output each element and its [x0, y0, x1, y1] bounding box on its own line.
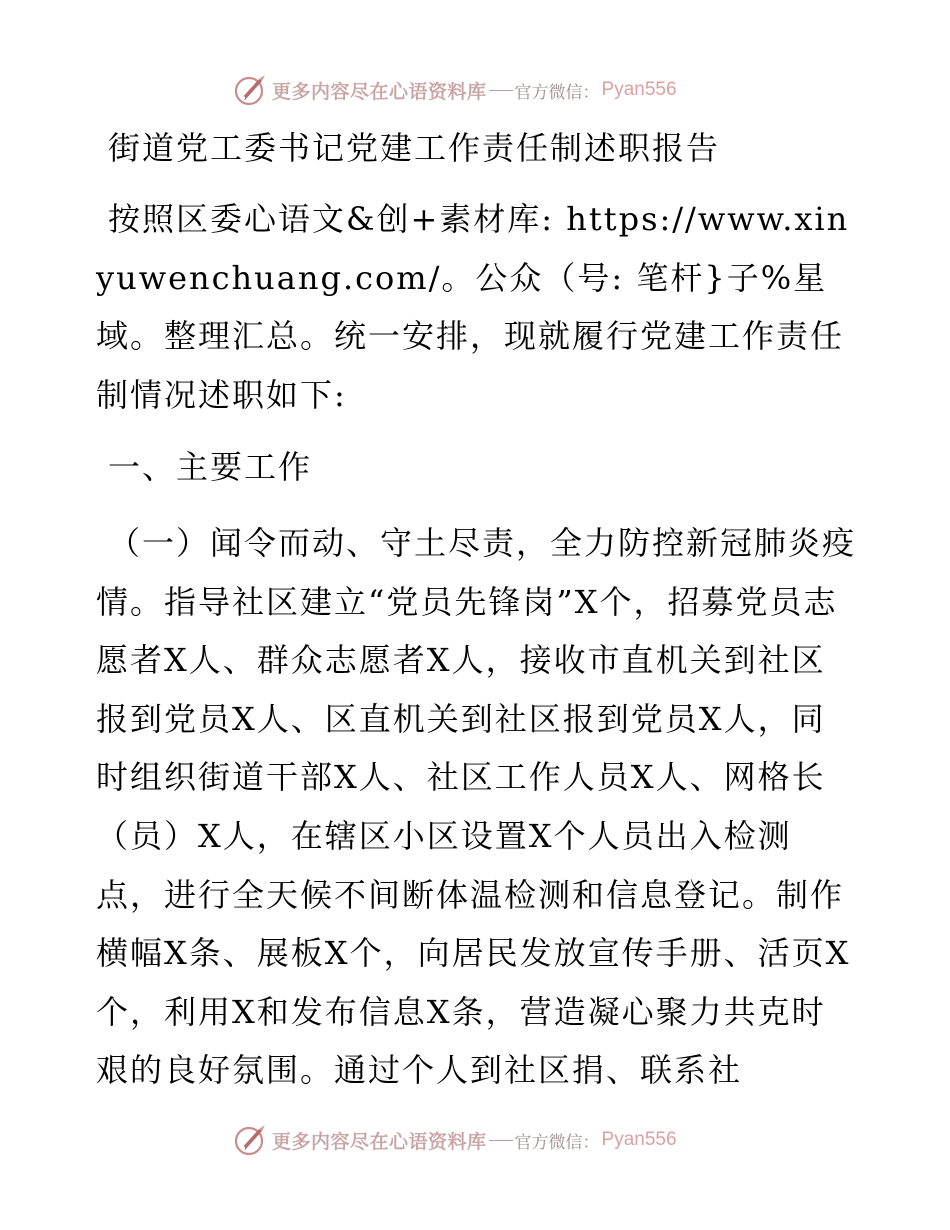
intro-paragraph: 按照区委心语文&创+素材库: https://www.xinyuwenchuang.com/。公众（号: 笔杆}子%星域。整理汇总。统一安排，现就履行党建工作责任制情况述职如下:	[96, 200, 850, 414]
watermark-wechat-id: Pyan556	[601, 1129, 677, 1150]
watermark-dash	[489, 1140, 513, 1141]
quill-pen-in-circle-icon	[232, 72, 268, 108]
section-heading: 一、主要工作	[108, 448, 313, 486]
document-title: 街道党工委书记党建工作责任制述职报告	[108, 129, 721, 167]
watermark-wechat-label: 官方微信：	[514, 1132, 600, 1153]
body-paragraph: （一）闻令而动、守土尽责，全力防控新冠肺炎疫情。指导社区建立“党员先锋岗”X个，招募党员志愿者X人、群众志愿者X人，接收市直机关到社区报到党员X人、区直机关到社区报到党员X人，同时组织街道干部X人、社区工作人员X人、网格长（员）X人，在辖区小区设置X个人员出入检测点，进行全天候不间断体温检测和信息登记。制作横幅X条、展板X个，向居民发放宣传手册、活页X个，利用X和发布信息X条，营造凝心聚力共克时艰的良好氛围。通过个人到社区捐、联系社	[96, 524, 856, 1090]
watermark-banner-top	[232, 70, 677, 110]
watermark-site-name: 更多内容尽在心语资料库	[272, 1130, 487, 1153]
quill-pen-in-circle-icon	[232, 1122, 268, 1158]
watermark-site-name: 更多内容尽在心语资料库	[272, 80, 487, 103]
watermark-dash	[489, 90, 513, 91]
watermark-wechat-label: 官方微信：	[514, 82, 600, 103]
watermark-banner-bottom	[232, 1120, 677, 1160]
watermark-wechat-id: Pyan556	[601, 79, 677, 100]
